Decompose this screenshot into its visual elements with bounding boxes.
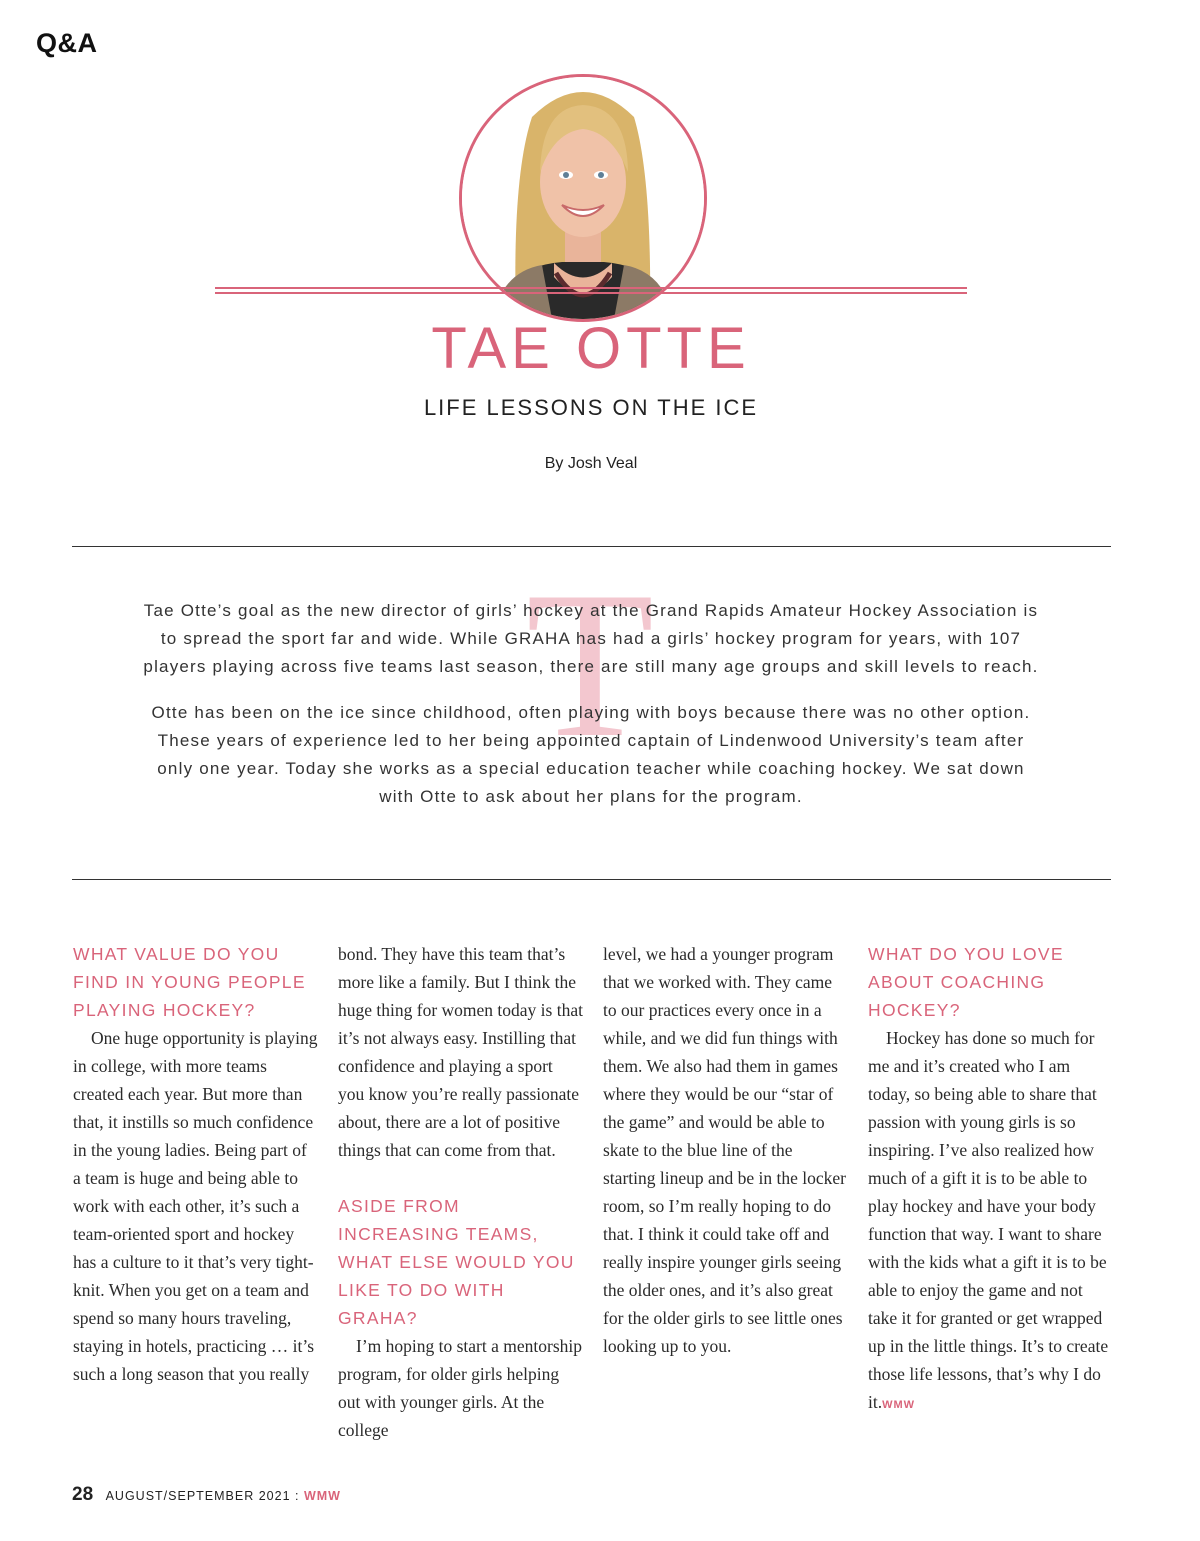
end-mark: WMW [882,1399,916,1411]
section-tag: Q&A [36,28,98,58]
answer-text: I’m hoping to start a mentorship program, for older girls helping out with younger girls. At the college [338,1336,583,1440]
intro-paragraph: Tae Otte’s goal as the new director of girls’ hockey at the Grand Rapids Amateur Hockey Association is to spread the sport far and wide. While GRAHA has had a girls’ hockey program for years, with 107 players playing across five teams last season, there are still many age groups and skill levels to reach. [143,601,1039,676]
question-heading: WHAT VALUE DO YOU FIND IN YOUNG PEOPLE PLAYING HOCKEY? [73,944,306,1020]
intro-divider-top [72,546,1111,547]
answer-text: One huge opportunity is playing in college, with more teams created each year. But more than that, it instills so much confidence in the young ladies. Being part of a team is huge and being able to work with each other, it’s such a team-oriented sport and hockey has a culture to it that’s very tight-knit. When you get on a team and spend so many hours traveling, staying in hotels, practicing … it’s such a long season that you really [73,1028,318,1384]
column-1 [73,940,318,1388]
intro-text [140,597,1042,829]
answer-text [868,1024,1113,1419]
column-4 [868,940,1113,1419]
qa-columns [73,940,1118,1450]
question-heading: ASIDE FROM INCREASING TEAMS, WHAT ELSE WOULD YOU LIKE TO DO WITH GRAHA? [338,1196,575,1328]
page-footer [72,1484,341,1506]
title-rule-bottom [215,292,967,294]
column-2 [338,940,583,1444]
page-number: 28 [72,1484,94,1505]
column-3 [603,940,848,1360]
answer-body: Hockey has done so much for me and it’s created who I am today, so being able to share that passion with young girls is so inspiring. I’ve also realized how much of a gift it is to be able to play hockey and have your body function that way. I want to share with the kids what a gift it is to be able to enjoy the game and not take it for granted or get wrapped up in the little things. It’s to create those life lessons, that’s why I do it. [868,1028,1109,1412]
author-portrait [459,74,707,322]
title-rule-top [215,287,967,289]
question-heading: WHAT DO YOU LOVE ABOUT COACHING HOCKEY? [868,944,1064,1020]
article-title: TAE OTTE [431,316,751,381]
issue-date: AUGUST/SEPTEMBER 2021 : [105,1489,300,1503]
answer-text: level, we had a younger program that we worked with. They came to our practices every once in a while, and we did fun things with them. We also had them in games where they would be our “star of the game” and would be able to skate to the blue line of the starting lineup and be in the locker room, so I’m really hoping to do that. I think it could take off and really inspire younger girls seeing the older ones, and it’s also great for the older girls to see little ones looking up to you. [603,944,846,1356]
drop-cap: T [525,549,655,781]
intro-paragraph: Otte has been on the ice since childhood, often playing with boys because there was no other option. These years of experience led to her being appointed captain of Lindenwood University’s team after only one year. Today she works as a special education teacher while coaching hockey. We sat down with Otte to ask about her plans for the program. [151,703,1031,806]
article-subtitle: LIFE LESSONS ON THE ICE [423,395,759,420]
brand-mark: WMW [303,1489,341,1503]
intro-divider-bottom [72,879,1111,880]
byline: By Josh Veal [544,455,638,472]
answer-text: bond. They have this team that’s more like a family. But I think the huge thing for women today is that it’s not always easy. Instilling that confidence and playing a sport you know you’re really passionate about, there are a lot of positive things that can come from that. [338,944,583,1160]
